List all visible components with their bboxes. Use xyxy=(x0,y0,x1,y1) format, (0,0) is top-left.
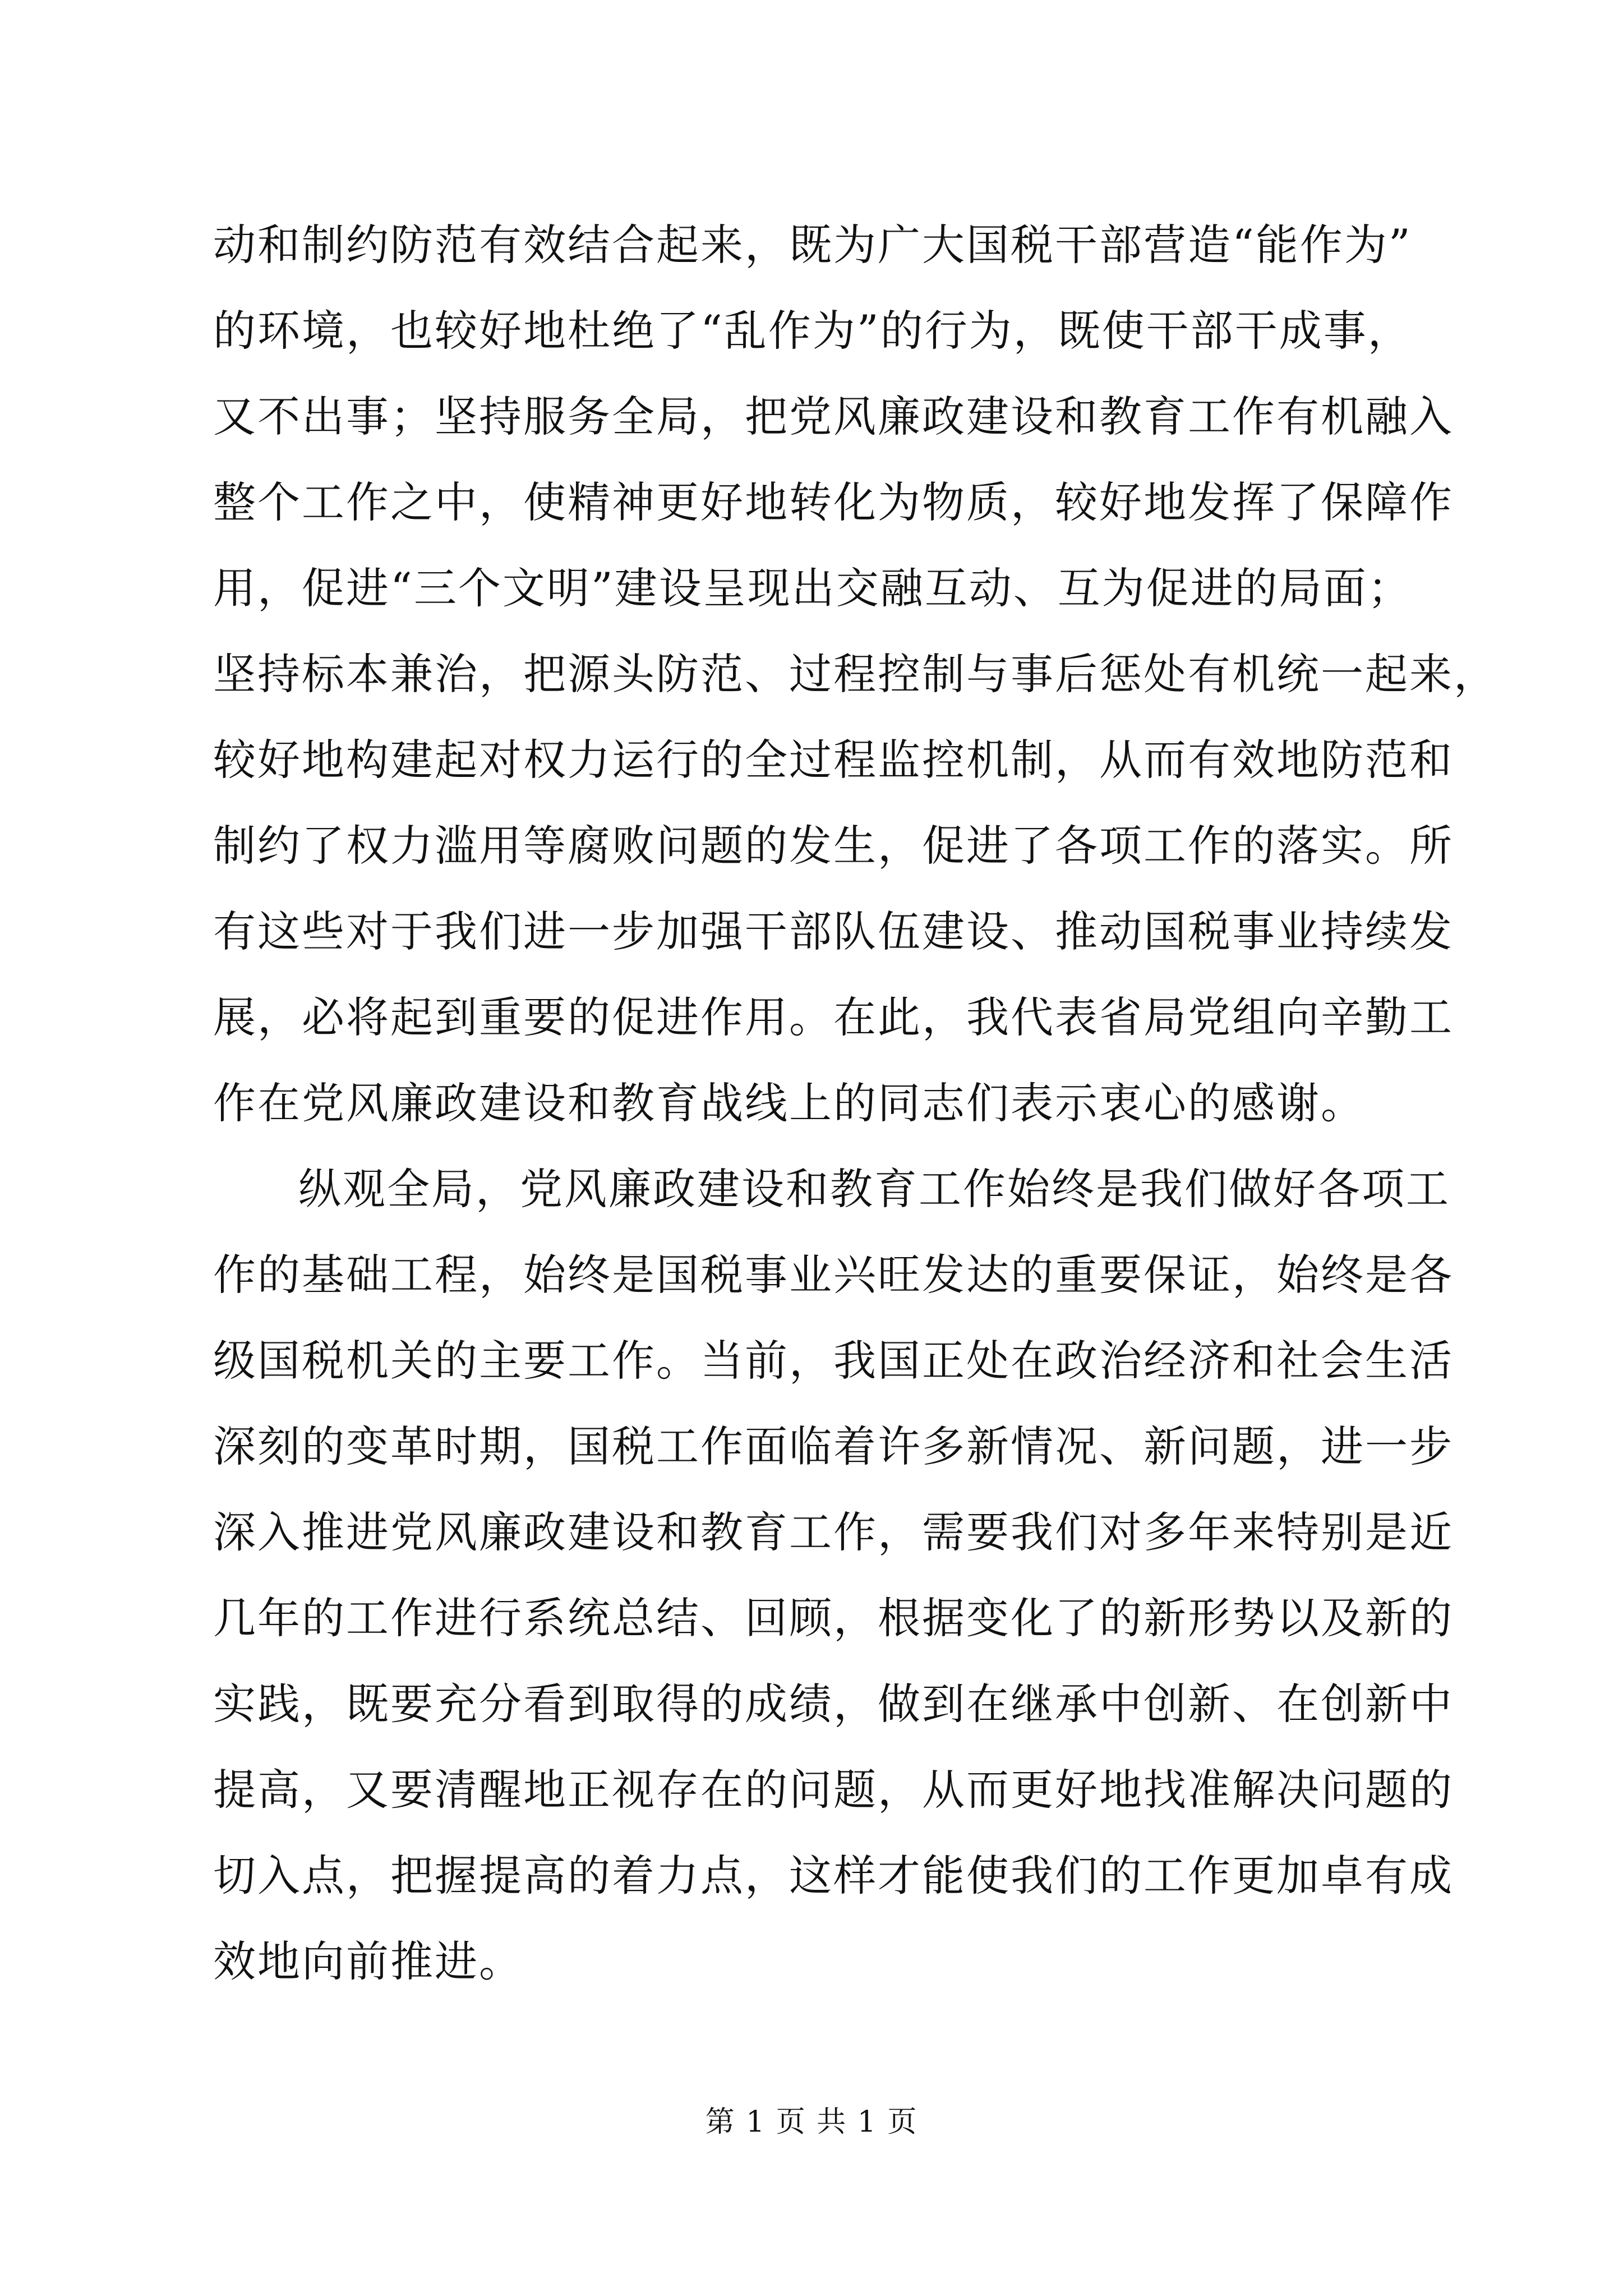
paragraph-1 xyxy=(213,202,1498,1146)
text-line: 坚持标本兼治，把源头防范、过程控制与事后惩处有机统一起来， xyxy=(213,649,1498,699)
text-line: 切入点，把握提高的着力点，这样才能使我们的工作更加卓有成 xyxy=(213,1851,1454,1901)
text-line: 作在党风廉政建设和教育战线上的同志们表示衷心的感谢。 xyxy=(213,1078,1365,1128)
text-line: 作的基础工程，始终是国税事业兴旺发达的重要保证，始终是各 xyxy=(213,1250,1454,1300)
text-line: 动和制约防范有效结合起来，既为广大国税干部营造“能作为” xyxy=(213,220,1412,270)
paragraph-2 xyxy=(213,1146,1454,2004)
text-line: 提高，又要清醒地正视存在的问题，从而更好地找准解决问题的 xyxy=(213,1765,1454,1815)
text-line: 用，促进“三个文明”建设呈现出交融互动、互为促进的局面； xyxy=(213,563,1412,613)
text-line: 的环境，也较好地杜绝了“乱作为”的行为，既使干部干成事， xyxy=(213,306,1412,356)
text-line: 展，必将起到重要的促进作用。在此，我代表省局党组向辛勤工 xyxy=(213,992,1454,1042)
text-line: 实践，既要充分看到取得的成绩，做到在继承中创新、在创新中 xyxy=(213,1679,1454,1729)
text-line: 级国税机关的主要工作。当前，我国正处在政治经济和社会生活 xyxy=(213,1336,1454,1386)
text-line: 整个工作之中，使精神更好地转化为物质，较好地发挥了保障作 xyxy=(213,477,1454,527)
page-footer xyxy=(0,2098,1623,2140)
document-body xyxy=(213,202,1498,2004)
text-line: 又不出事；坚持服务全局，把党风廉政建设和教育工作有机融入 xyxy=(213,392,1454,441)
text-line: 有这些对于我们进一步加强干部队伍建设、推动国税事业持续发 xyxy=(213,907,1454,956)
text-line: 纵观全局，党风廉政建设和教育工作始终是我们做好各项工 xyxy=(298,1164,1450,1214)
page-number-label: 第 1 页 共 1 页 xyxy=(705,2105,918,2139)
text-line: 深刻的变革时期，国税工作面临着许多新情况、新问题，进一步 xyxy=(213,1421,1454,1471)
text-line: 深入推进党风廉政建设和教育工作，需要我们对多年来特别是近 xyxy=(213,1507,1454,1557)
text-line: 效地向前推进。 xyxy=(213,1936,523,1986)
text-line: 较好地构建起对权力运行的全过程监控机制，从而有效地防范和 xyxy=(213,735,1454,785)
text-line: 几年的工作进行系统总结、回顾，根据变化了的新形势以及新的 xyxy=(213,1593,1454,1643)
text-line: 制约了权力滥用等腐败问题的发生，促进了各项工作的落实。所 xyxy=(213,821,1454,871)
